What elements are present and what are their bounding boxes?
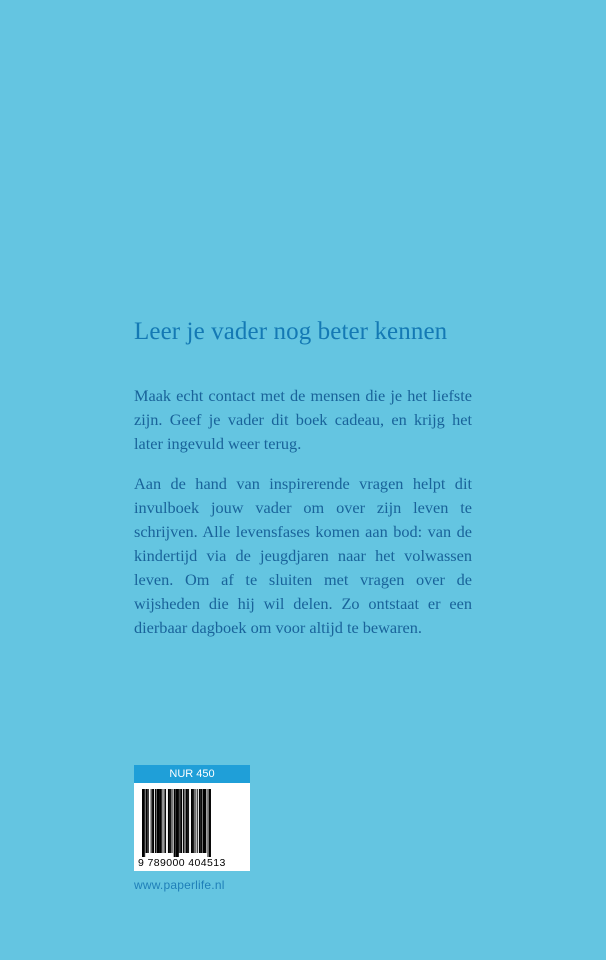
barcode-bar xyxy=(164,789,165,853)
barcode-bar xyxy=(184,789,185,853)
barcode-bar xyxy=(159,789,161,853)
isbn-barcode xyxy=(134,783,250,871)
barcode-bar xyxy=(155,789,156,853)
website-link[interactable]: www.paperlife.nl xyxy=(134,878,225,892)
barcode-bar xyxy=(186,789,188,853)
barcode-bar xyxy=(201,789,202,853)
barcode-bar xyxy=(152,789,154,853)
nur-badge: NUR 450 xyxy=(134,765,250,783)
barcode-bar xyxy=(208,789,209,857)
barcode-bar xyxy=(165,789,166,853)
barcode-bar xyxy=(195,789,196,853)
barcode-bar xyxy=(161,789,162,853)
barcode-bar xyxy=(176,789,179,857)
barcode-bar xyxy=(179,789,180,853)
description-paragraph-1: Maak echt contact met de mensen die je het liefste zijn. Geef je vader dit boek cadeau, en krijg het later ingevuld weer terug. xyxy=(134,386,472,453)
barcode-bar xyxy=(174,789,176,857)
barcode-bar xyxy=(197,789,198,853)
barcode-bar xyxy=(199,789,201,853)
barcode-bar xyxy=(172,789,173,853)
barcode-bar xyxy=(168,789,170,853)
barcode-bars xyxy=(142,789,242,857)
barcode-bar xyxy=(209,789,211,857)
barcode-bar xyxy=(144,789,145,857)
barcode-bar xyxy=(193,789,194,853)
barcode-bar xyxy=(170,789,171,853)
isbn-number: 9 789000 404513 xyxy=(138,857,226,869)
barcode-bar xyxy=(142,789,144,857)
barcode-bar xyxy=(202,789,205,853)
barcode-bar xyxy=(146,789,148,853)
barcode-bar xyxy=(205,789,206,853)
barcode-bar xyxy=(191,789,193,853)
description-paragraph-2: Aan de hand van inspirerende vragen helpt dit invulboek jouw vader om over zijn leven te schrijven. Alle levensfases komen aan bod: van de kindertijd via de jeugdjaren naar het volwassen leven. Om af te sluiten met vragen over de wijsheden die hij wil delen. Zo ontstaat er een dierbaar dagboek om voor altijd te bewaren. xyxy=(134,474,472,637)
barcode-bar xyxy=(148,789,149,853)
barcode-bar xyxy=(188,789,189,853)
barcode-bar xyxy=(180,789,182,853)
barcode-bar xyxy=(151,789,152,853)
barcode-bar xyxy=(183,789,184,853)
cover-title: Leer je vader nog beter kennen xyxy=(134,318,448,345)
barcode-bar xyxy=(156,789,159,853)
